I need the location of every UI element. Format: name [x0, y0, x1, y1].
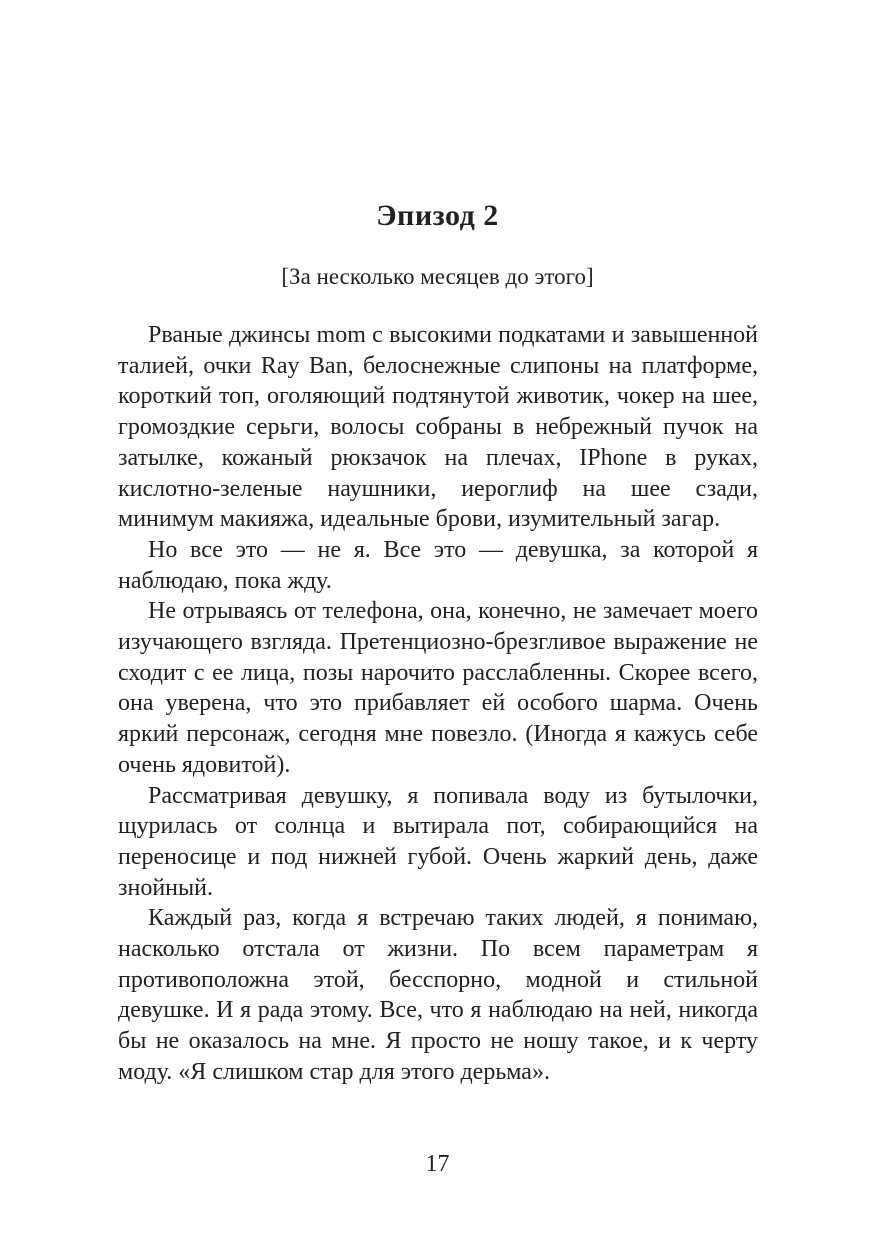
page-number: 17 — [425, 1151, 450, 1177]
paragraph: Рваные джинсы mom с высокими подкатами и завышенной талией, очки Ray Ban, белоснежные слипоны на платформе, короткий топ, оголяющий подтянутой животик, чокер на шее, громоздкие серьги, волосы собраны в небрежный пучок на затылке, кожаный рюкзачок на плечах, IPhone в руках, кислотно-зеленые наушники, иероглиф на шее сзади, минимум макияжа, идеальные брови, изумительный загар. — [118, 322, 758, 533]
paragraph: Но все это — не я. Все это — девушка, за которой я наблюдаю, пока жду. — [118, 536, 758, 594]
paragraph: Рассматривая девушку, я попивала воду из бутылочки, щурилась от солнца и вытирала пот, собирающийся на переносице и под нижней губой. Очень жаркий день, даже знойный. — [118, 782, 758, 901]
chapter-subtitle: [За несколько месяцев до этого] — [281, 264, 594, 289]
paragraph: Не отрываясь от телефона, она, конечно, не замечает моего изучающего взгляда. Претенциозно-брезгливое выражение не сходит с ее лица, позы нарочито расслабленны. Скорее всего, она уверена, что это прибавляет ей особого шарма. Очень яркий персонаж, сегодня мне повезло. (Иногда я кажусь себе очень ядовитой). — [118, 598, 758, 778]
body-text — [118, 320, 758, 1088]
chapter-title: Эпизод 2 — [376, 199, 499, 232]
paragraph: Каждый раз, когда я встречаю таких людей, я понимаю, насколько отстала от жизни. По всем параметрам я противоположна этой, бесспорно, модной и стильной девушке. И я рада этому. Все, что я наблюдаю на ней, никогда бы не оказалось на мне. Я просто не ношу такое, и к черту моду. «Я слишком стар для этого дерьма». — [118, 905, 758, 1085]
